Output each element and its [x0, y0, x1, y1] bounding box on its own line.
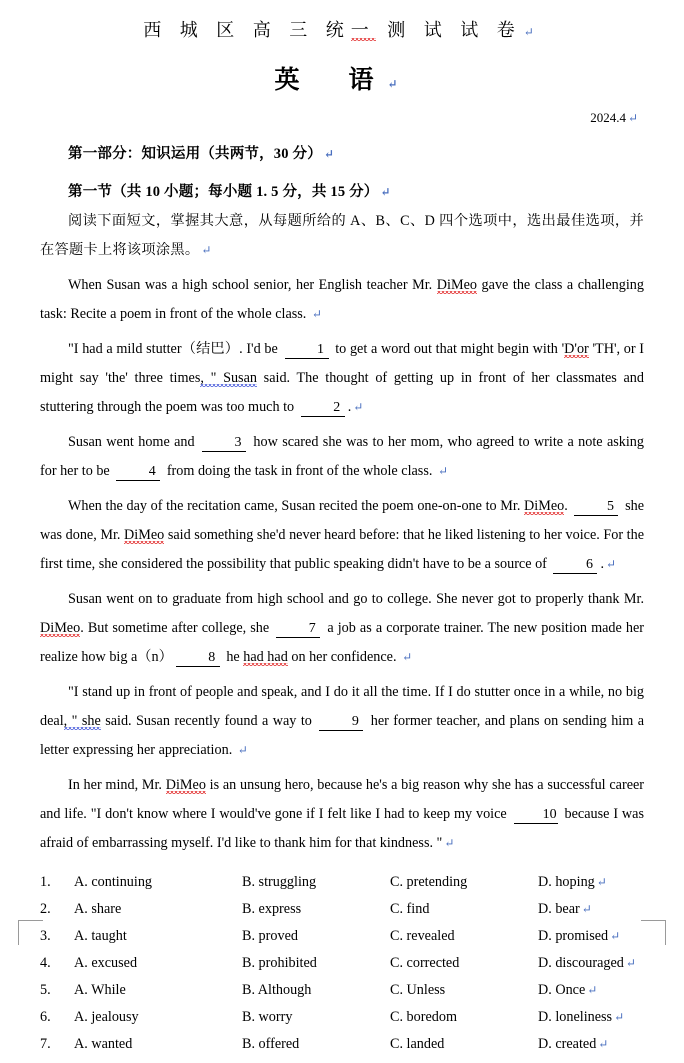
pilcrow-mark: ↵ [605, 557, 617, 571]
option-choice-c[interactable]: C. revealed [390, 928, 455, 944]
option-choice-c[interactable]: C. Unless [390, 982, 446, 998]
pilcrow-mark: ↵ [596, 875, 607, 889]
table-row [40, 955, 644, 982]
pilcrow-mark: ↵ [201, 243, 212, 257]
passage-paragraph-7 [40, 771, 644, 858]
pilcrow-mark: ↵ [380, 185, 391, 199]
blank-8[interactable]: 8 [176, 649, 220, 667]
passage-text: said. Susan recently found a way to [100, 713, 317, 729]
option-choice-d-text: D. promised [538, 928, 609, 944]
blank-4[interactable]: 4 [116, 463, 160, 481]
option-number: 6. [40, 1009, 51, 1025]
option-choice-d[interactable] [538, 874, 644, 901]
passage-text: Susan went home and [68, 434, 199, 450]
passage-text: . [564, 498, 572, 514]
pilcrow-mark: ↵ [598, 1037, 609, 1051]
option-choice-d[interactable] [538, 982, 644, 1009]
option-number: 2. [40, 901, 51, 917]
instructions-text: 阅读下面短文，掌握其大意，从每题所给的 A、B、C、D 四个选项中，选出最佳选项，并在答题卡上将该项涂黑。 [40, 213, 644, 258]
pilcrow-mark: ↵ [402, 650, 413, 664]
passage-text: to get a word out that might begin with ' [331, 341, 565, 357]
section-one-heading-text: 第一节（共 10 小题；每小题 1. 5 分，共 15 分） [68, 184, 379, 200]
passage-paragraph-6 [40, 678, 644, 765]
option-number: 1. [40, 874, 51, 890]
passage-text: . [600, 556, 604, 572]
option-choice-b[interactable]: B. offered [242, 1036, 300, 1052]
spellcheck-word: DiMeo [524, 498, 565, 514]
option-choice-b[interactable]: B. proved [242, 928, 298, 944]
passage-text: he [222, 649, 244, 665]
blank-1[interactable]: 1 [285, 341, 329, 359]
passage-text: is an unsung hero, because he's a big reason why she has a successful career and life. "I don't know where I would've gone if I felt like I had to keep my voice [40, 777, 645, 822]
option-choice-c[interactable]: C. boredom [390, 1009, 457, 1025]
blank-9[interactable]: 9 [319, 713, 363, 731]
passage-text: When Susan was a high school senior, her English teacher Mr. [68, 277, 437, 293]
pilcrow-mark: ↵ [614, 1010, 625, 1024]
grammarcheck-phrase: , " Susan [200, 370, 257, 386]
option-choice-a[interactable]: A. share [74, 901, 122, 917]
pilcrow-mark: ↵ [387, 77, 410, 91]
option-number: 5. [40, 982, 51, 998]
subject-title-text: 英 语 [274, 67, 386, 94]
crop-mark-bottom-left [18, 920, 43, 945]
pilcrow-mark: ↵ [625, 956, 636, 970]
pilcrow-mark: ↵ [237, 743, 248, 757]
grammarcheck-phrase: , " she [63, 713, 101, 729]
passage-text: her former teacher, and plans on sending him a letter expressing her appreciation. [40, 713, 644, 758]
option-choice-d-text: D. created [538, 1036, 597, 1052]
passage-text: on her confidence. [287, 649, 401, 665]
page-title-squiggle-char: 一 [350, 20, 376, 40]
passage-paragraph-5 [40, 585, 644, 672]
spellcheck-word: DiMeo [124, 527, 165, 543]
passage-text: how scared she was to her mom, who agreed to write a note asking for her to be [40, 434, 644, 479]
option-choice-a[interactable]: A. taught [74, 928, 127, 944]
option-choice-b[interactable]: B. prohibited [242, 955, 317, 971]
crop-mark-bottom-right [641, 920, 666, 945]
section-one-heading [68, 180, 644, 201]
option-choice-d[interactable] [538, 1036, 644, 1063]
option-choice-d[interactable] [538, 901, 644, 928]
spellcheck-word: DiMeo [165, 777, 206, 793]
blank-6[interactable]: 6 [553, 556, 597, 574]
table-row [40, 1009, 644, 1036]
answer-options-table [40, 874, 644, 1063]
blank-7[interactable]: 7 [276, 620, 320, 638]
passage-text: When the day of the recitation came, Susan recited the poem one-on-one to Mr. [68, 498, 525, 514]
option-choice-d[interactable] [538, 1009, 644, 1036]
passage-text: . But sometime after college, she [80, 620, 274, 636]
passage-paragraph-4 [40, 492, 644, 579]
option-choice-b[interactable]: B. worry [242, 1009, 293, 1025]
blank-3[interactable]: 3 [202, 434, 246, 452]
option-number: 3. [40, 928, 51, 944]
passage-paragraph-1 [40, 271, 644, 329]
option-choice-a[interactable]: A. excused [74, 955, 138, 971]
spellcheck-word: D'or [564, 341, 589, 357]
pilcrow-mark: ↵ [627, 111, 638, 125]
part-one-heading [68, 142, 644, 163]
grammarcheck-phrase: had had [243, 649, 288, 665]
option-choice-b[interactable]: B. struggling [242, 874, 317, 890]
option-choice-c[interactable]: C. find [390, 901, 430, 917]
option-number: 7. [40, 1036, 51, 1052]
option-choice-a[interactable]: A. wanted [74, 1036, 133, 1052]
passage-text: she was done, Mr. [40, 498, 644, 543]
pilcrow-mark: ↵ [581, 902, 592, 916]
pilcrow-mark: ↵ [523, 25, 541, 39]
pilcrow-mark: ↵ [444, 836, 455, 850]
option-choice-a[interactable]: A. jealousy [74, 1009, 139, 1025]
passage-text: "I stand up in front of people and speak, and I do it all the time. If I do stutter once in a while, no big deal [40, 684, 644, 729]
answer-options-body [40, 874, 644, 1063]
exam-date-text: 2024.4 [590, 110, 626, 125]
table-row [40, 901, 644, 928]
table-row [40, 982, 644, 1009]
option-choice-c[interactable]: C. landed [390, 1036, 445, 1052]
passage-text: gave the class a challenging task: Recite a poem in front of the whole class. [40, 277, 644, 322]
passage-text: "I had a mild stutter（结巴）. I'd be [68, 341, 282, 357]
option-choice-d-text: D. discouraged [538, 955, 624, 971]
pilcrow-mark: ↵ [437, 464, 449, 478]
option-choice-c[interactable]: C. corrected [390, 955, 460, 971]
subject-title [40, 60, 644, 96]
spellcheck-word: DiMeo [40, 620, 81, 636]
option-choice-d[interactable] [538, 928, 644, 955]
passage-text: said. The thought of getting up in front of her classmates and stuttering through the poem was too much to [40, 370, 644, 415]
instructions-paragraph [40, 207, 644, 265]
passage-text: In her mind, Mr. [68, 777, 166, 793]
option-choice-a[interactable]: A. While [74, 982, 126, 998]
option-choice-d[interactable] [538, 955, 644, 982]
page-title [40, 16, 644, 42]
passage-text: a job as a corporate trainer. The new position made her realize how big a（n） [40, 620, 644, 665]
option-choice-b[interactable]: B. Although [242, 982, 312, 998]
pilcrow-mark: ↵ [311, 307, 322, 321]
exam-date [40, 110, 638, 126]
document-page [0, 16, 684, 1052]
option-number: 4. [40, 955, 51, 971]
blank-2[interactable]: 2 [301, 399, 345, 417]
option-choice-a[interactable]: A. continuing [74, 874, 153, 890]
page-title-prefix: 西 城 区 高 三 统 [143, 20, 351, 40]
pilcrow-mark: ↵ [323, 147, 335, 161]
pilcrow-mark: ↵ [587, 983, 598, 997]
option-choice-d-text: D. bear [538, 901, 580, 917]
blank-10[interactable]: 10 [514, 806, 558, 824]
passage-text: Susan went on to graduate from high school and go to college. She never got to properly thank Mr. [68, 591, 644, 607]
option-choice-b[interactable]: B. express [242, 901, 302, 917]
passage-text: 'TH', or I might say 'the' three times [40, 341, 644, 386]
option-choice-d-text: D. hoping [538, 874, 595, 890]
table-row [40, 874, 644, 901]
pilcrow-mark: ↵ [610, 929, 621, 943]
table-row [40, 1036, 644, 1063]
passage-paragraph-2 [40, 335, 644, 422]
option-choice-d-text: D. Once [538, 982, 586, 998]
passage-text: because I was afraid of embarrassing myself. I'd like to thank him for that kindness. " [40, 806, 644, 851]
spellcheck-word: DiMeo [436, 277, 477, 293]
blank-5[interactable]: 5 [574, 498, 618, 516]
page-title-suffix: 测 试 试 卷 [375, 20, 522, 40]
passage-paragraph-3 [40, 428, 644, 486]
passage-text: from doing the task in front of the whole class. [163, 463, 436, 479]
option-choice-c[interactable]: C. pretending [390, 874, 468, 890]
passage-text: . [347, 399, 352, 415]
option-choice-d-text: D. loneliness [538, 1009, 613, 1025]
part-one-heading-text: 第一部分：知识运用（共两节，30 分） [68, 146, 322, 162]
pilcrow-mark: ↵ [353, 400, 364, 414]
table-row [40, 928, 644, 955]
passage-text: said something she'd never heard before: that he liked listening to her voice. For the first time, she considered the possibility that public speaking didn't have to be a source of [40, 527, 644, 572]
